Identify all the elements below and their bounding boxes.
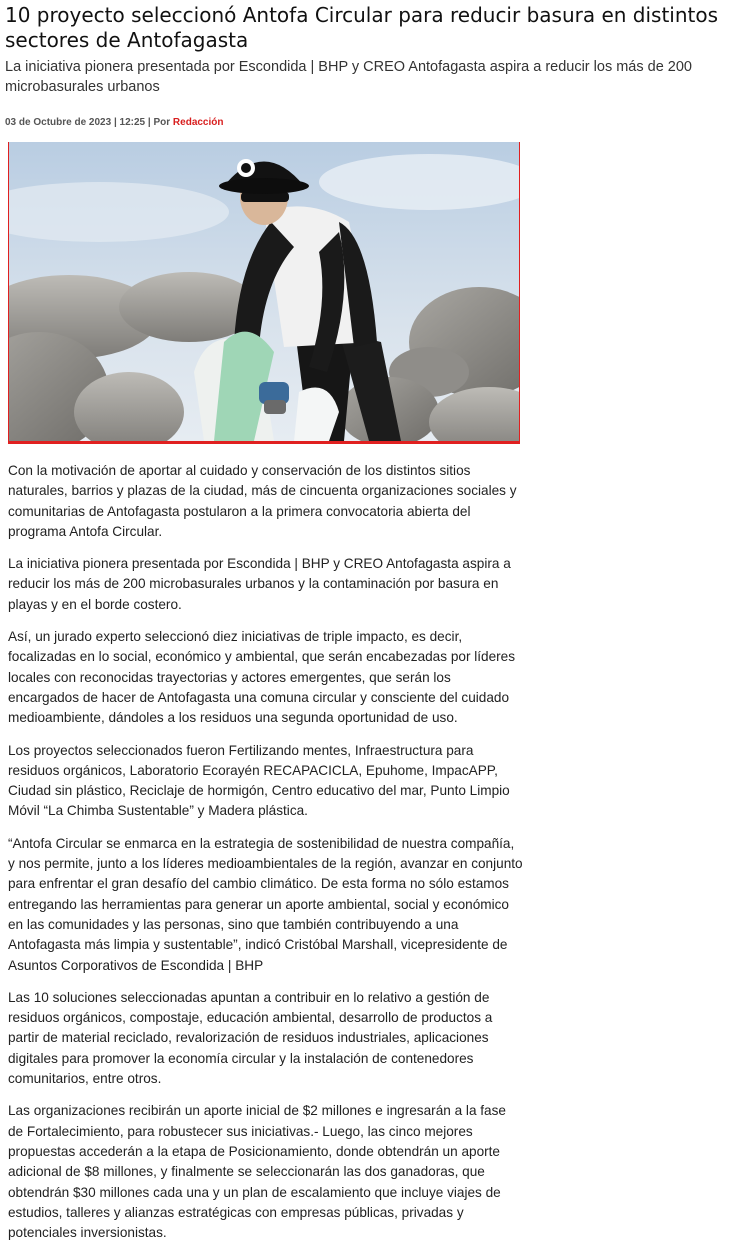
article-paragraph: Así, un jurado experto seleccionó diez iniciativas de triple impacto, es decir, focalizadas en lo social, económico y ambiental, que serán encabezadas por líderes locales con reconocidas trayectorias y actores emergentes, que serán los encargados de hacer de Antofagasta una comuna circular y consciente del cuidado medioambiente, dándoles a los residuos una segunda oportunidad de uso. bbox=[8, 629, 516, 726]
article-title: 10 proyecto seleccionó Antofa Circular para reducir basura en distintos sectores de Antofagasta bbox=[5, 3, 719, 52]
article-paragraph: Con la motivación de aportar al cuidado y conservación de los distintos sitios naturales, barrios y plazas de la ciudad, más de cincuenta organizaciones sociales y comunitarias de Antofagasta postularon a la primera convocatoria abierta del programa Antofa Circular. bbox=[8, 463, 517, 539]
hero-image bbox=[8, 142, 520, 444]
meta-separator: | bbox=[147, 117, 154, 128]
article-paragraph: “Antofa Circular se enmarca en la estrategia de sostenibilidad de nuestra compañía, y nos permite, junto a los líderes medioambientales de la región, avanzar en conjunto para enfrentar el gran desafío del cambio climático. De esta forma no sólo estamos entregando las herramientas para generar un aporte ambiental, social y económico en las comunidades y las personas, sino que también contribuyendo a una Antofagasta más limpia y sustentable”, indicó Cristóbal Marshall, vicepresidente de Asuntos Corporativos de Escondida | BHP bbox=[8, 835, 523, 973]
author-link[interactable]: Redacción bbox=[172, 117, 224, 128]
article-paragraph: Las 10 soluciones seleccionadas apuntan a contribuir en lo relativo a gestión de residuos orgánicos, compostaje, educación ambiental, desarrollo de productos a partir de material reciclado, revalorización de residuos industriales, aplicaciones digitales para promover la economía circular y la instalación de contenedores comunitarios, entre otros. bbox=[8, 989, 493, 1087]
by-label: Por bbox=[153, 117, 171, 128]
article-subtitle: La iniciativa pionera presentada por Escondida | BHP y CREO Antofagasta aspira a reducir los más de 200 microbasurales urbanos bbox=[5, 59, 693, 95]
article-time: 12:25 bbox=[119, 117, 146, 128]
article-meta bbox=[5, 117, 224, 128]
article-paragraph: La iniciativa pionera presentada por Escondida | BHP y CREO Antofagasta aspira a reducir los más de 200 microbasurales urbanos y la contaminación por basura en playas y en el borde costero. bbox=[8, 556, 511, 612]
hero-photo-illustration bbox=[9, 142, 519, 441]
article-body bbox=[8, 461, 524, 1255]
article-paragraph: Los proyectos seleccionados fueron Fertilizando mentes, Infraestructura para residuos orgánicos, Laboratorio Ecorayén RECAPACICLA, Epuhome, ImpacAPP, Ciudad sin plástico, Reciclaje de hormigón, Centro educativo del mar, Punto Limpio Móvil “La Chimba Sustentable” y Madera plástica. bbox=[8, 742, 510, 819]
article-paragraph: Las organizaciones recibirán un aporte inicial de $2 millones e ingresarán a la fase de Fortalecimiento, para robustecer sus iniciativas.- Luego, las cinco mejores propuestas accederán a la etapa de Posicionamiento, donde obtendrán un aporte adicional de $8 millones, y finalmente se seleccionarán las dos ganadoras, que obtendrán $30 millones cada una y un plan de escalamiento que incluye viajes de estudios, talleres y alianzas estratégicas con empresas públicas, privadas y potenciales inversionistas. bbox=[8, 1103, 506, 1241]
article-date: 03 de Octubre de 2023 bbox=[5, 117, 112, 128]
meta-separator: | bbox=[113, 117, 120, 128]
